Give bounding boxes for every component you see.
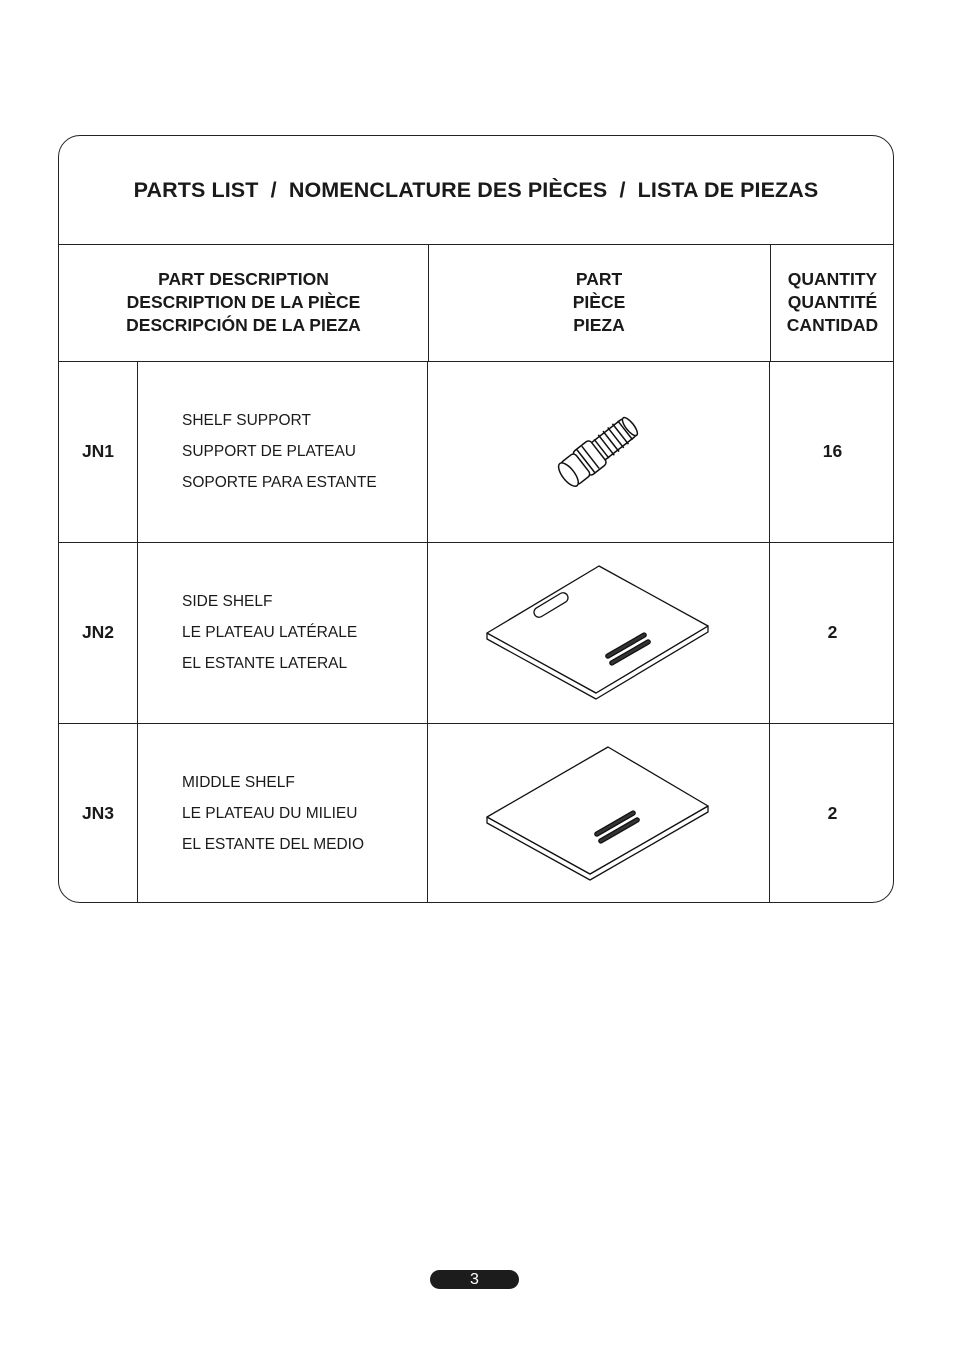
header-part-description (59, 244, 429, 361)
part-quantity: 16 (822, 441, 843, 461)
header-quantity-fr: QUANTITÉ (787, 292, 878, 312)
part-names (138, 361, 428, 542)
part-code: JN2 (59, 542, 138, 723)
header-part (428, 244, 771, 361)
table-row (59, 723, 893, 903)
parts-list-table (58, 135, 894, 903)
table-header-row (59, 244, 893, 362)
part-image (428, 542, 770, 723)
header-quantity-en: QUANTITY (787, 269, 878, 289)
part-name-en: SHELF SUPPORT (182, 412, 311, 429)
side-shelf-board-icon (484, 563, 714, 703)
table-row (59, 542, 893, 724)
part-names (138, 542, 428, 723)
part-name-fr: LE PLATEAU DU MILIEU (182, 805, 358, 822)
part-names (138, 723, 428, 903)
parts-list-title: PARTS LIST / NOMENCLATURE DES PIÈCES / LISTA DE PIEZAS (59, 136, 893, 245)
header-description-en: PART DESCRIPTION (158, 269, 329, 289)
part-code: JN1 (59, 361, 138, 542)
header-part-en: PART (575, 269, 623, 289)
header-description-fr: DESCRIPTION DE LA PIÈCE (126, 292, 361, 312)
middle-shelf-board-icon (484, 744, 714, 884)
part-name-en: SIDE SHELF (182, 593, 273, 610)
part-name-es: SOPORTE PARA ESTANTE (182, 474, 377, 491)
table-row (59, 361, 893, 543)
part-name-en: MIDDLE SHELF (182, 774, 295, 791)
part-quantity: 2 (827, 803, 838, 823)
page-number-badge: 3 (430, 1270, 519, 1289)
part-name-es: EL ESTANTE LATERAL (182, 655, 348, 672)
part-code: JN3 (59, 723, 138, 903)
header-quantity (770, 244, 894, 361)
part-name-es: EL ESTANTE DEL MEDIO (182, 836, 365, 853)
part-name-fr: SUPPORT DE PLATEAU (182, 443, 356, 460)
header-part-es: PIEZA (573, 315, 625, 335)
header-description-es: DESCRIPCIÓN DE LA PIEZA (126, 315, 361, 335)
part-image (428, 361, 770, 542)
shelf-support-peg-icon (539, 392, 659, 512)
header-quantity-es: CANTIDAD (786, 315, 879, 335)
header-part-fr: PIÈCE (572, 292, 626, 312)
part-name-fr: LE PLATEAU LATÉRALE (182, 624, 358, 641)
part-quantity: 2 (827, 622, 838, 642)
part-image (428, 723, 770, 903)
